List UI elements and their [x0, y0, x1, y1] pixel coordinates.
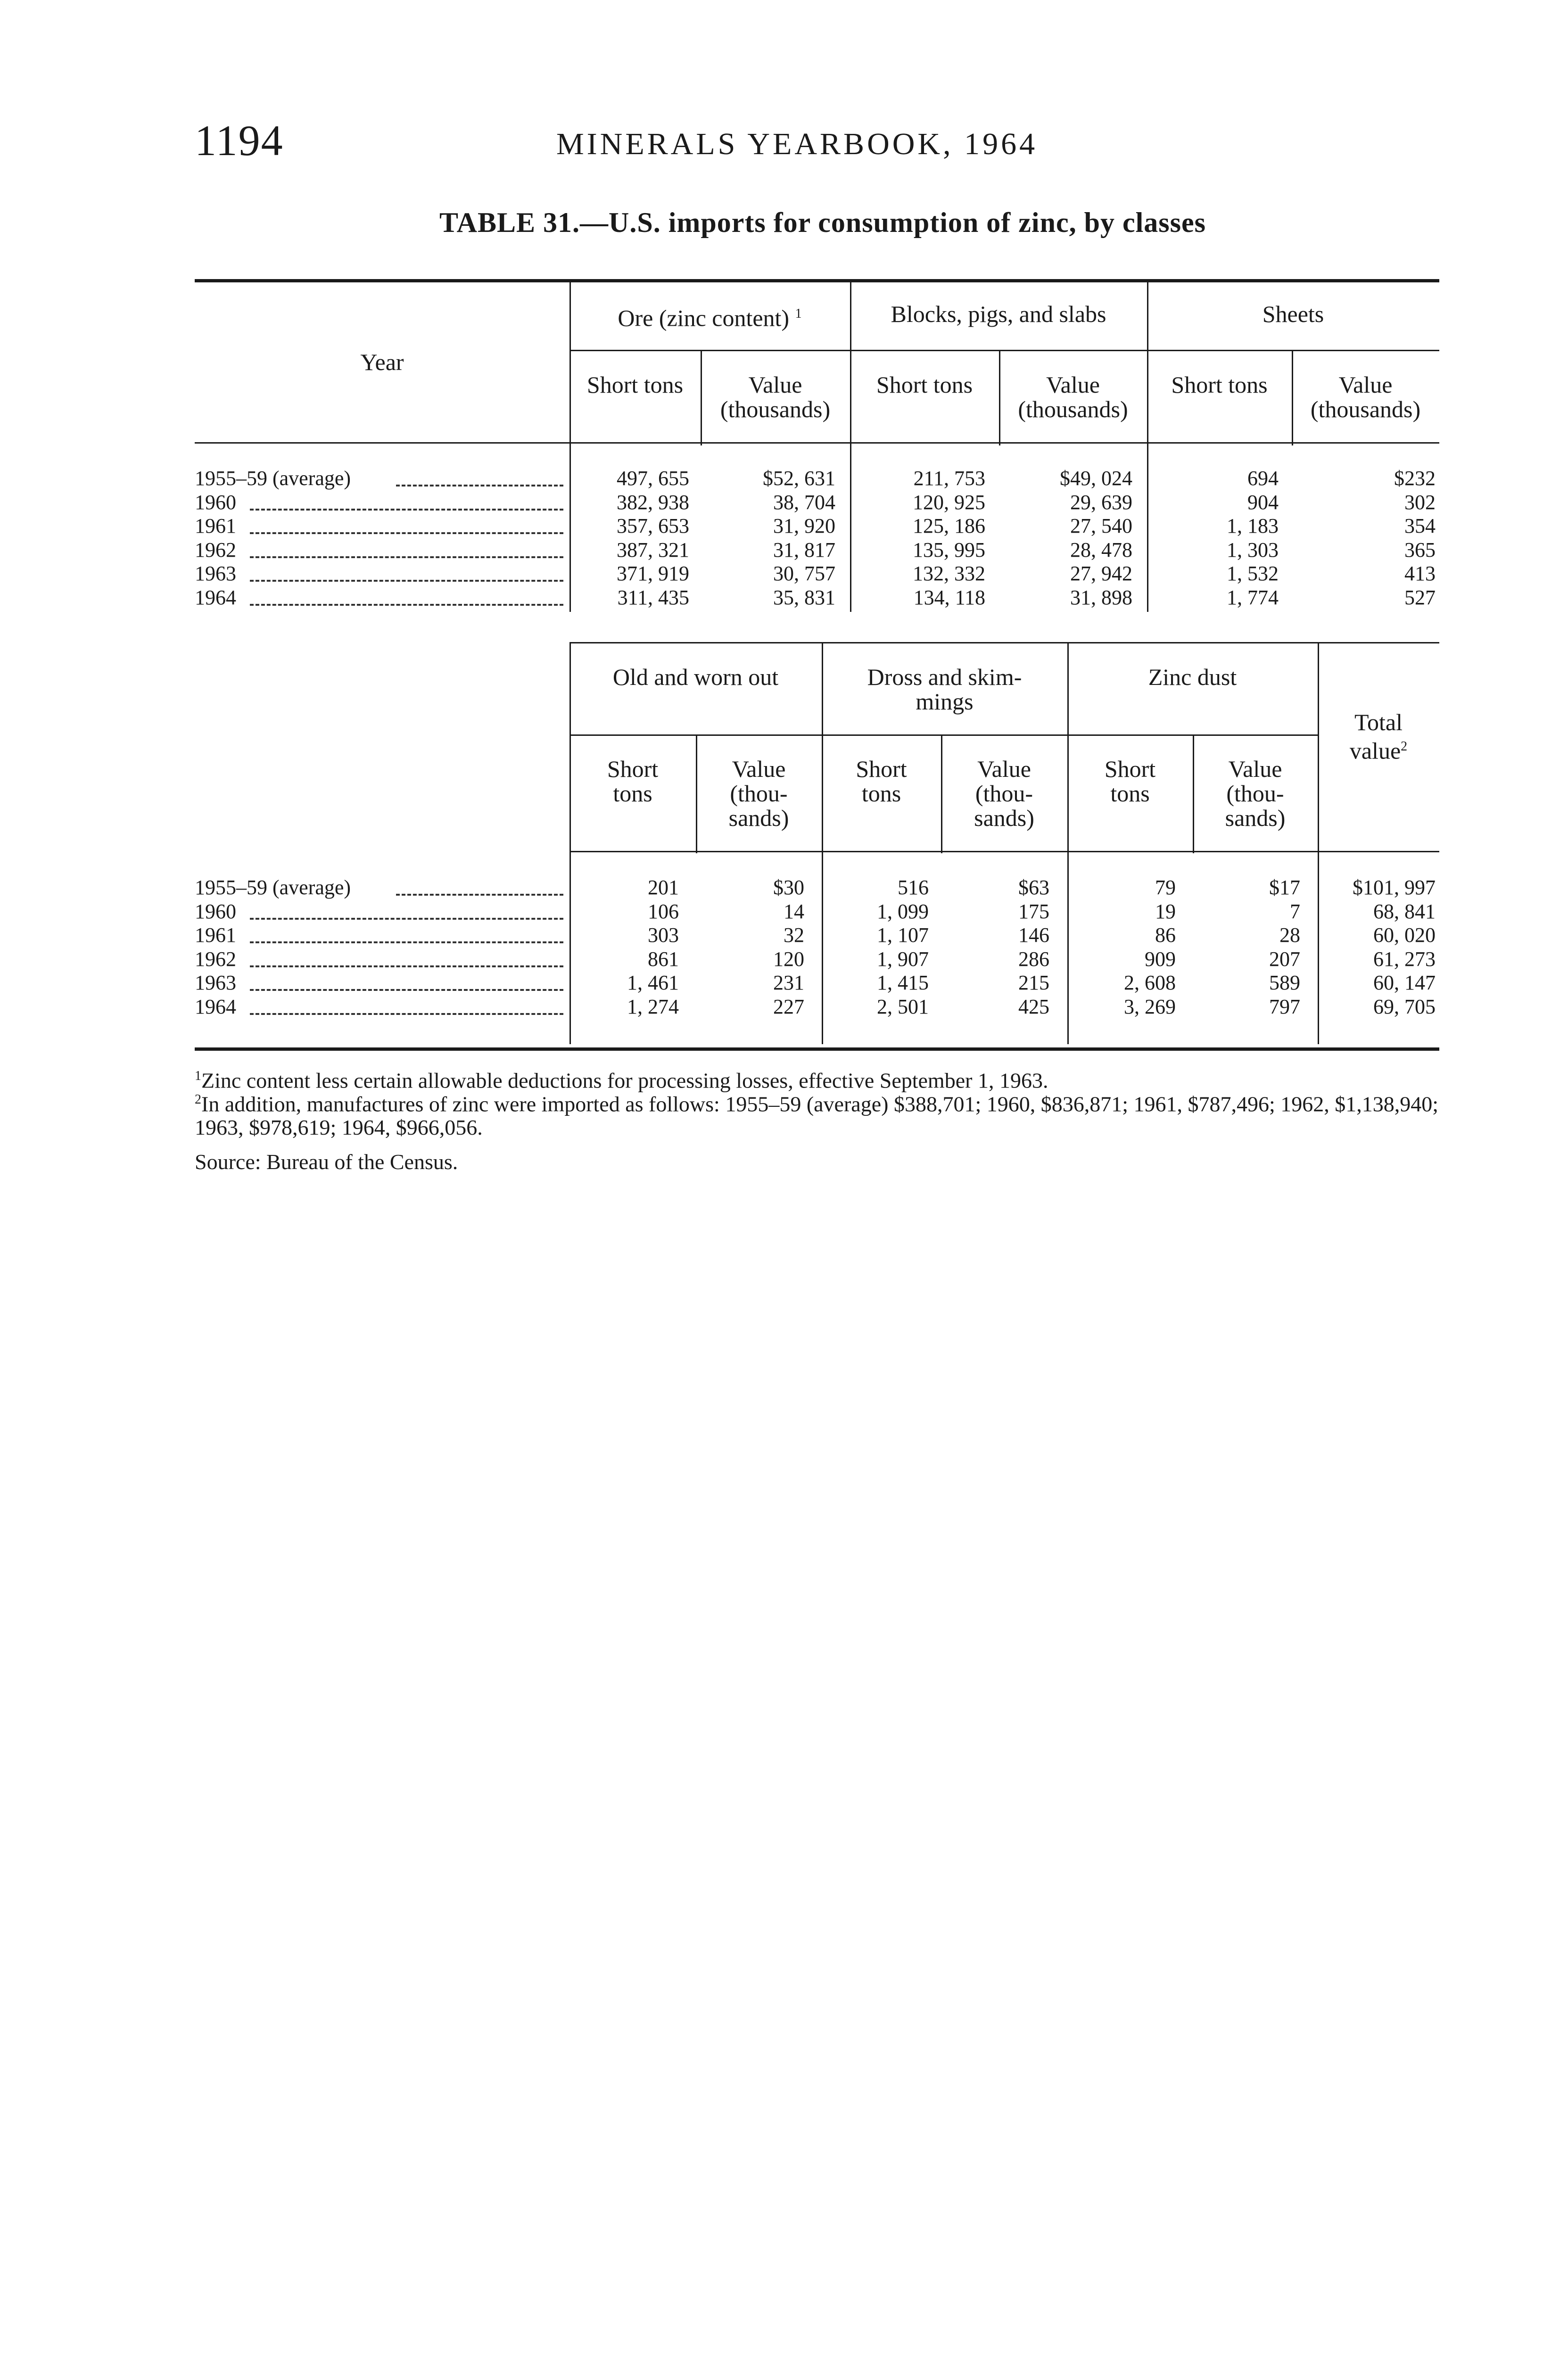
dot-leader	[396, 894, 563, 896]
table-cell: $232	[1394, 467, 1436, 490]
table-cell: 32	[784, 923, 804, 947]
dot-leader	[250, 604, 563, 606]
dot-leader	[250, 965, 563, 967]
row-year: 1963	[195, 971, 236, 994]
column-divider	[850, 282, 851, 612]
dot-leader	[250, 1013, 563, 1015]
subheader-value	[941, 757, 1067, 830]
subheader-short-tons	[822, 757, 941, 830]
subheader-line: Value	[732, 756, 786, 782]
row-year: 1955–59 (average)	[195, 876, 351, 899]
subheader-line: Short	[856, 756, 907, 782]
table-cell: 14	[784, 899, 804, 923]
dot-leader	[250, 532, 563, 534]
group-header-zinc-dust: Zinc dust	[1148, 664, 1237, 690]
dot-leader	[250, 580, 563, 582]
table-cell: 365	[1404, 538, 1436, 561]
group-header-ore-label: Ore (zinc content)	[618, 305, 790, 331]
group-header-dross-line1: Dross and skim-	[867, 664, 1022, 690]
dot-leader	[250, 556, 563, 558]
row-year: 1964	[195, 995, 236, 1018]
table-cell: 106	[648, 899, 679, 923]
table-cell: 589	[1269, 971, 1300, 994]
total-value-cell: 69, 705	[1373, 995, 1436, 1018]
subheader-line: sands)	[974, 805, 1034, 831]
subheader-value: Value (thousands)	[720, 371, 831, 422]
table-cell: 29, 639	[1070, 490, 1132, 514]
table-cell: 79	[1155, 876, 1176, 899]
bottom-group-top-rule	[569, 642, 1439, 643]
bottom-group-rule	[569, 734, 1318, 736]
table-cell: 215	[1018, 971, 1049, 994]
total-value-cell: 68, 841	[1373, 899, 1436, 923]
subheader-line: Value	[1228, 756, 1282, 782]
row-year: 1955–59 (average)	[195, 467, 351, 490]
table-cell: 382, 938	[617, 490, 689, 514]
row-year: 1962	[195, 947, 236, 971]
subheader-line: tons	[613, 780, 652, 807]
table-cell: 371, 919	[617, 562, 689, 585]
table-cell: 302	[1404, 490, 1436, 514]
table-cell: 31, 898	[1070, 585, 1132, 609]
table-bottom-rule	[195, 1047, 1439, 1051]
table-cell: 1, 532	[1227, 562, 1279, 585]
subheader-short-tons	[569, 757, 696, 830]
table-cell: 211, 753	[913, 467, 985, 490]
table-cell: 19	[1155, 899, 1176, 923]
subheader-line: (thou-	[975, 780, 1033, 807]
row-year: 1964	[195, 585, 236, 609]
subheader-value: Value (thousands)	[1018, 371, 1128, 422]
table-cell: 207	[1269, 947, 1300, 971]
row-year: 1962	[195, 538, 236, 561]
year-header: Year	[360, 349, 404, 375]
table-cell: 354	[1404, 514, 1436, 537]
table-cell: 904	[1247, 490, 1279, 514]
table-cell: 135, 995	[913, 538, 985, 561]
table-cell: 132, 332	[913, 562, 985, 585]
running-head: MINERALS YEARBOOK, 1964	[556, 127, 1038, 161]
header-bottom-rule	[195, 442, 1439, 444]
footnote-mark-1: 1	[795, 306, 802, 321]
table-cell: 120	[773, 947, 804, 971]
table-cell: 1, 107	[877, 923, 929, 947]
subheader-line: tons	[861, 780, 901, 807]
table-cell: $30	[773, 876, 804, 899]
subheader-line: (thou-	[730, 780, 788, 807]
table-cell: $52, 631	[763, 467, 835, 490]
subheader-short-tons: Short tons	[1171, 371, 1268, 398]
table-cell: 1, 415	[877, 971, 929, 994]
subheader-line: Short	[607, 756, 659, 782]
table-cell: 125, 186	[913, 514, 985, 537]
subheader-line	[822, 806, 941, 830]
table-cell: 497, 655	[617, 467, 689, 490]
table-cell: 861	[648, 947, 679, 971]
subheader-short-tons	[1067, 757, 1193, 830]
table-cell: 146	[1018, 923, 1049, 947]
table-top-rule	[195, 279, 1439, 282]
table-cell: 909	[1145, 947, 1176, 971]
table-cell: 31, 920	[773, 514, 835, 537]
table-cell: 134, 118	[913, 585, 985, 609]
total-value-cell: 60, 147	[1373, 971, 1436, 994]
group-header-dross	[822, 665, 1067, 714]
table-cell: 1, 774	[1227, 585, 1279, 609]
row-year: 1961	[195, 923, 236, 947]
header-total-value	[1318, 710, 1439, 763]
row-year: 1961	[195, 514, 236, 537]
column-divider	[1147, 282, 1148, 612]
total-label-2: value$^2$	[1349, 737, 1408, 764]
table-cell: 31, 817	[773, 538, 835, 561]
group-header-sheets: Sheets	[1262, 301, 1324, 327]
table-cell: 516	[898, 876, 929, 899]
total-value-cell: $101, 997	[1353, 876, 1436, 899]
table-cell: 30, 757	[773, 562, 835, 585]
subheader-value	[1193, 757, 1318, 830]
bottom-header-rule	[569, 851, 1439, 852]
table-cell: 27, 942	[1070, 562, 1132, 585]
table-cell: 2, 608	[1124, 971, 1176, 994]
table-cell: 1, 461	[627, 971, 679, 994]
table-cell: 1, 274	[627, 995, 679, 1018]
table-cell: 175	[1018, 899, 1049, 923]
row-year: 1960	[195, 899, 236, 923]
table-cell: 413	[1404, 562, 1436, 585]
table-cell: 527	[1404, 585, 1436, 609]
footnote-2: $^2$In addition, manufactures of zinc were imported as follows: 1955–59 (average) $388,701; 1960, $836,871; 1961, $787,496; 1962, $1,138,940; 1963, $978,619; 1964, $966,056.	[195, 1092, 1439, 1140]
table-cell: 425	[1018, 995, 1049, 1018]
table-cell: $49, 024	[1060, 467, 1132, 490]
subheader-line: tons	[1110, 780, 1150, 807]
total-label: Total	[1354, 709, 1403, 735]
table-cell: 28, 478	[1070, 538, 1132, 561]
source-note: Source: Bureau of the Census.	[195, 1150, 458, 1174]
table-cell: 86	[1155, 923, 1176, 947]
group-header-blocks: Blocks, pigs, and slabs	[891, 301, 1106, 327]
table-cell: 1, 907	[877, 947, 929, 971]
row-year: 1963	[195, 562, 236, 585]
table-cell: 311, 435	[617, 585, 689, 609]
group-header-old-worn: Old and worn out	[612, 664, 779, 690]
total-value-cell: 60, 020	[1373, 923, 1436, 947]
group-header-dross-line2: mings	[916, 688, 974, 715]
table-cell: 1, 183	[1227, 514, 1279, 537]
table-cell: 286	[1018, 947, 1049, 971]
table-cell: 797	[1269, 995, 1300, 1018]
table-cell: 7	[1290, 899, 1300, 923]
subheader-line	[1067, 806, 1193, 830]
table-cell: 227	[773, 995, 804, 1018]
subheader-value: Value (thousands)	[1310, 371, 1421, 422]
table-cell: 357, 653	[617, 514, 689, 537]
dot-leader	[250, 918, 563, 920]
subheader-line	[569, 806, 696, 830]
table-cell: 2, 501	[877, 995, 929, 1018]
table-cell: 27, 540	[1070, 514, 1132, 537]
table-cell: 303	[648, 923, 679, 947]
subheader-line: Value	[977, 756, 1031, 782]
footnote-mark-2: 2	[1401, 739, 1408, 754]
page-number: 1194	[195, 116, 284, 165]
subheader-short-tons: Short tons	[876, 371, 973, 398]
table-title: TABLE 31.—U.S. imports for consumption of zinc, by classes	[439, 207, 1206, 238]
table-cell: 3, 269	[1124, 995, 1176, 1018]
table-cell: 28	[1279, 923, 1300, 947]
column-divider	[1318, 643, 1319, 1044]
table-cell: 694	[1247, 467, 1279, 490]
footnote-1: $^1$Zinc content less certain allowable deductions for processing losses, effective September 1, 1963.	[195, 1068, 1048, 1093]
group-header-ore	[569, 302, 850, 330]
table-cell: 1, 303	[1227, 538, 1279, 561]
table-cell: 38, 704	[773, 490, 835, 514]
subheader-value	[696, 757, 822, 830]
table-cell: 1, 099	[877, 899, 929, 923]
table-cell: 201	[648, 876, 679, 899]
dot-leader	[396, 485, 563, 486]
subheader-line: sands)	[728, 805, 789, 831]
group-header-rule	[569, 350, 1439, 351]
table-cell: $17	[1269, 876, 1300, 899]
total-value-cell: 61, 273	[1373, 947, 1436, 971]
table-cell: 35, 831	[773, 585, 835, 609]
dot-leader	[250, 941, 563, 943]
subheader-line: sands)	[1225, 805, 1286, 831]
dot-leader	[250, 509, 563, 511]
table-cell: 120, 925	[913, 490, 985, 514]
row-year: 1960	[195, 490, 236, 514]
subheader-line: (thou-	[1226, 780, 1284, 807]
table-cell: 387, 321	[617, 538, 689, 561]
subheader-short-tons: Short tons	[586, 371, 684, 398]
dot-leader	[250, 989, 563, 991]
table-cell: 231	[773, 971, 804, 994]
table-cell: $63	[1018, 876, 1049, 899]
subheader-line: Short	[1104, 756, 1156, 782]
